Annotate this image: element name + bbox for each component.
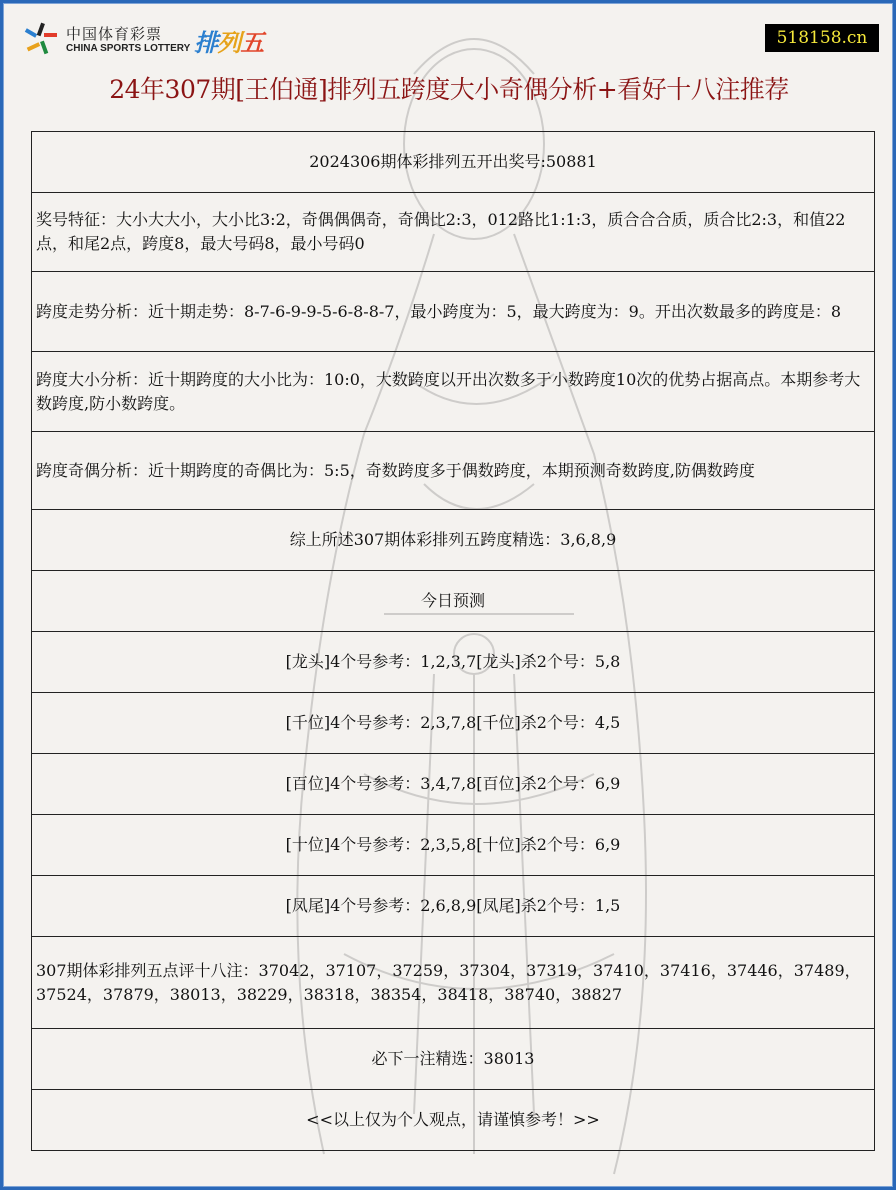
disclaimer-row: [32, 1090, 875, 1151]
table-cell: 跨度奇偶分析：近十期跨度的奇偶比为：5:5，奇数跨度多于偶数跨度，本期预测奇数跨度,防偶数跨度: [32, 432, 875, 510]
span-size-row: [32, 352, 875, 432]
eighteen-picks-row: [32, 937, 875, 1029]
table-cell: 307期体彩排列五点评十八注：37042，37107，37259，37304，37319，37410，37416，37446，37489，37524，37879，38013，38229，38318，38354，38418，38740，38827: [32, 937, 875, 1029]
table-cell: [千位]4个号参考：2,3,7,8[千位]杀2个号：4,5: [32, 693, 875, 754]
brand-char-2: 列: [217, 28, 241, 57]
position-4-row: [32, 815, 875, 876]
logo-text: [66, 26, 190, 55]
analysis-table: [31, 131, 875, 1151]
table-cell: 奖号特征：大小大大小，大小比3:2，奇偶偶偶奇，奇偶比2:3，012路比1:1:3，质合合合质，质合比2:3，和值22点，和尾2点，跨度8，最大号码8，最小号码0: [32, 193, 875, 272]
table-cell: [凤尾]4个号参考：2,6,8,9[凤尾]杀2个号：1,5: [32, 876, 875, 937]
page-frame: [3, 3, 893, 1187]
site-badge: 518158.cn: [765, 24, 879, 52]
china-sports-lottery-logo: [22, 20, 263, 60]
brand-char-1: 排: [194, 28, 218, 57]
number-features-row: [32, 193, 875, 272]
table-cell: 综上所述307期体彩排列五跨度精选：3,6,8,9: [32, 510, 875, 571]
table-cell: [百位]4个号参考：3,4,7,8[百位]杀2个号：6,9: [32, 754, 875, 815]
logo-chinese-name: 中国体育彩票: [66, 24, 163, 43]
today-prediction-heading: [32, 571, 875, 632]
position-3-row: [32, 754, 875, 815]
position-2-row: [32, 693, 875, 754]
table-cell: 必下一注精选：38013: [32, 1029, 875, 1090]
span-trend-row: [32, 272, 875, 352]
table-cell: [龙头]4个号参考：1,2,3,7[龙头]杀2个号：5,8: [32, 632, 875, 693]
brand-char-3: 五: [240, 28, 264, 57]
page-title: 24年307期[王伯通]排列五跨度大小奇偶分析+看好十八注推荐: [109, 75, 789, 104]
lottery-star-logo-icon: [22, 21, 60, 59]
pailiewu-brand: [194, 23, 263, 58]
position-1-row: [32, 632, 875, 693]
table-cell: [十位]4个号参考：2,3,5,8[十位]杀2个号：6,9: [32, 815, 875, 876]
table-cell: <<以上仅为个人观点，请谨慎参考！>>: [32, 1090, 875, 1151]
position-5-row: [32, 876, 875, 937]
span-selection-row: [32, 510, 875, 571]
table-cell: 跨度大小分析：近十期跨度的大小比为：10:0，大数跨度以开出次数多于小数跨度10次的优势占据高点。本期参考大数跨度,防小数跨度。: [32, 352, 875, 432]
table-cell: 跨度走势分析：近十期走势：8-7-6-9-9-5-6-8-8-7，最小跨度为：5，最大跨度为：9。开出次数最多的跨度是：8: [32, 272, 875, 352]
best-pick-row: [32, 1029, 875, 1090]
table-cell: 今日预测: [32, 571, 875, 632]
logo-english-name: CHINA SPORTS LOTTERY: [66, 42, 191, 54]
span-parity-row: [32, 432, 875, 510]
draw-result-row: [32, 132, 875, 193]
table-cell: 2024306期体彩排列五开出奖号:50881: [32, 132, 875, 193]
